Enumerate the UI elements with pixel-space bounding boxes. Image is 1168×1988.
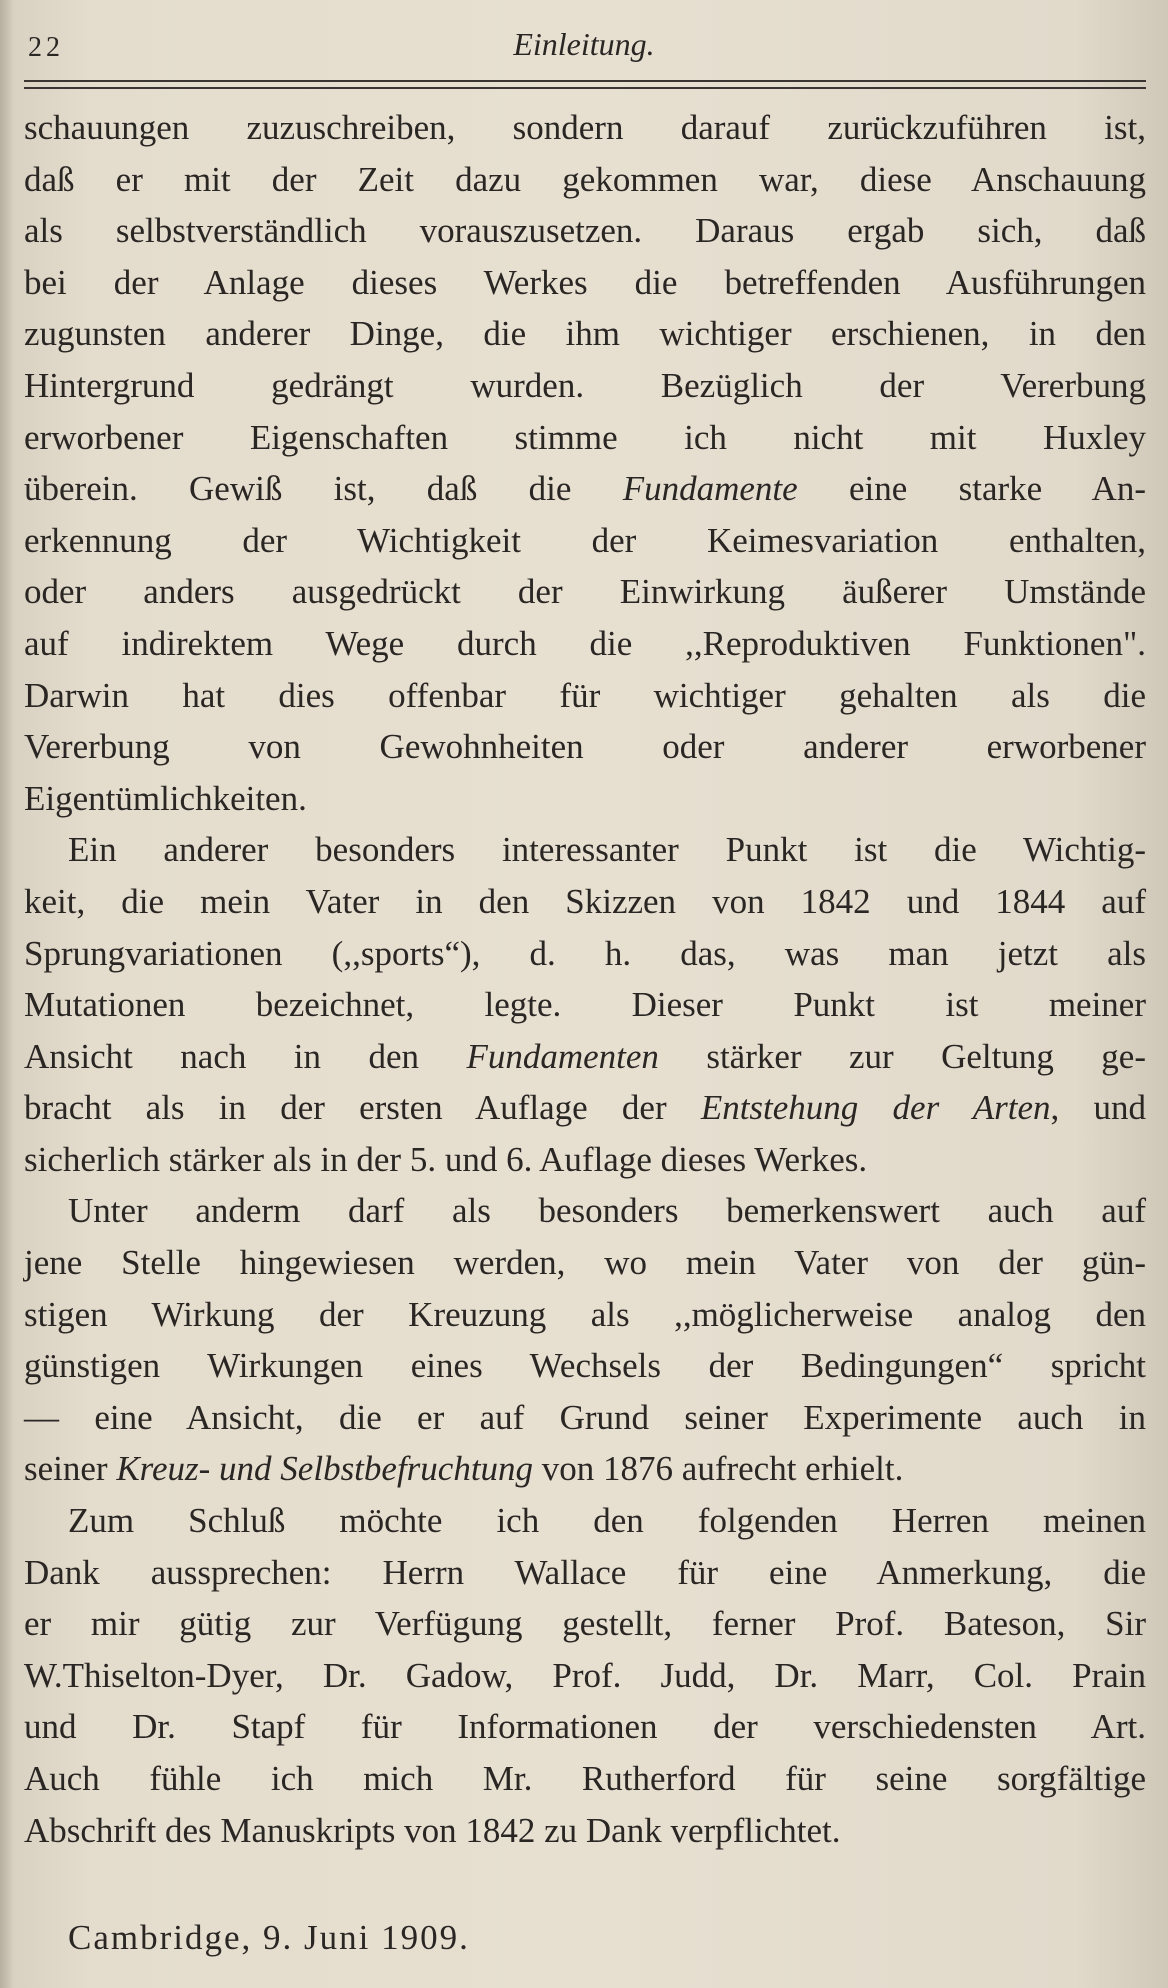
page-fold-shadow (0, 0, 14, 1988)
text-line: erworbener Eigenschaften stimme ich nicht mit Huxley (24, 417, 1146, 457)
text-line: Vererbung von Gewohnheiten oder anderer erworbener (24, 727, 1146, 767)
text-line: W.Thiselton-Dyer, Dr. Gadow, Prof. Judd, Dr. Marr, Col. Prain (24, 1655, 1146, 1695)
running-head: Einleitung. (513, 26, 655, 62)
text-line: Dank aussprechen: Herrn Wallace für eine Anmerkung, die (24, 1552, 1146, 1592)
text-line: er mir gütig zur Verfügung gestellt, ferner Prof. Bateson, Sir (24, 1604, 1146, 1644)
text-line: günstigen Wirkungen eines Wechsels der Bedingungen“ spricht (24, 1346, 1146, 1386)
italic-title: Fundamente (622, 469, 798, 509)
text-line: Ein anderer besonders interessanter Punkt ist die Wichtig- (68, 830, 1146, 870)
text-line: als selbstverständlich vorauszusetzen. Daraus ergab sich, daß (24, 211, 1146, 251)
italic-title: Entstehung der Arten (700, 1088, 1051, 1128)
paragraph (24, 102, 1146, 824)
text-line: Mutationen bezeichnet, legte. Dieser Punkt ist meiner (24, 985, 1146, 1025)
text-line: Zum Schluß möchte ich den folgenden Herren meinen (68, 1501, 1146, 1541)
text-line: oder anders ausgedrückt der Einwirkung äußerer Umstände (24, 572, 1146, 612)
page-number: 22 (28, 32, 64, 63)
text-line: Auch fühle ich mich Mr. Rutherford für seine sorgfältige (24, 1759, 1146, 1798)
text-line: Ansicht nach in den Fundamenten stärker zur Geltung ge- (24, 1036, 1146, 1076)
text-line: erkennung der Wichtigkeit der Keimesvariation enthalten, (24, 520, 1146, 560)
header-rule-top (24, 80, 1146, 82)
header-rule-bottom (24, 87, 1146, 89)
text-line: stigen Wirkung der Kreuzung als ,,möglicherweise analog den (24, 1294, 1146, 1334)
text-line: Eigentümlichkeiten. (24, 778, 307, 818)
text-line: seiner Kreuz- und Selbstbefruchtung von 1876 aufrecht erhielt. (24, 1449, 904, 1489)
text-line: Abschrift des Manuskripts von 1842 zu Dank verpflichtet. (24, 1810, 841, 1850)
text-line: daß er mit der Zeit dazu gekommen war, diese Anschauung (24, 159, 1146, 199)
text-line: bracht als in der ersten Auflage der Entstehung der Arten, und (24, 1088, 1146, 1128)
text-line: auf indirektem Wege durch die ,,Reproduktiven Funktionen". (24, 623, 1146, 663)
paragraph (24, 1495, 1146, 1856)
paragraph (24, 824, 1146, 1185)
paragraph (24, 1185, 1146, 1495)
text-line: schauungen zuzuschreiben, sondern darauf zurückzuführen ist, (24, 108, 1146, 147)
closing-dateline: Cambridge, 9. Juni 1909. (68, 1918, 470, 1957)
italic-title: Fundamenten (466, 1036, 659, 1076)
text-line: zugunsten anderer Dinge, die ihm wichtiger erschienen, in den (24, 314, 1146, 354)
text-line: keit, die mein Vater in den Skizzen von 1842 und 1844 auf (24, 881, 1146, 921)
text-line: — eine Ansicht, die er auf Grund seiner Experimente auch in (24, 1397, 1146, 1437)
text-line: Sprungvariationen (,,sports“), d. h. das, was man jetzt als (24, 933, 1146, 973)
text-line: Hintergrund gedrängt wurden. Bezüglich der Vererbung (24, 365, 1146, 405)
page-header (22, 26, 1146, 66)
text-line: sicherlich stärker als in der 5. und 6. Auflage dieses Werkes. (24, 1139, 868, 1179)
text-line: Darwin hat dies offenbar für wichtiger gehalten als die (24, 675, 1146, 715)
text-line: und Dr. Stapf für Informationen der verschiedensten Art. (24, 1707, 1146, 1747)
body-text (24, 102, 1146, 1856)
text-line: jene Stelle hingewiesen werden, wo mein Vater von der gün- (24, 1243, 1146, 1283)
text-line: bei der Anlage dieses Werkes die betreffenden Ausführungen (24, 262, 1146, 302)
text-line: Unter anderm darf als besonders bemerkenswert auch auf (68, 1191, 1146, 1231)
italic-title: Kreuz- und Selbstbefruchtung (116, 1449, 534, 1489)
text-line: überein. Gewiß ist, daß die Fundamente eine starke An- (24, 469, 1146, 509)
